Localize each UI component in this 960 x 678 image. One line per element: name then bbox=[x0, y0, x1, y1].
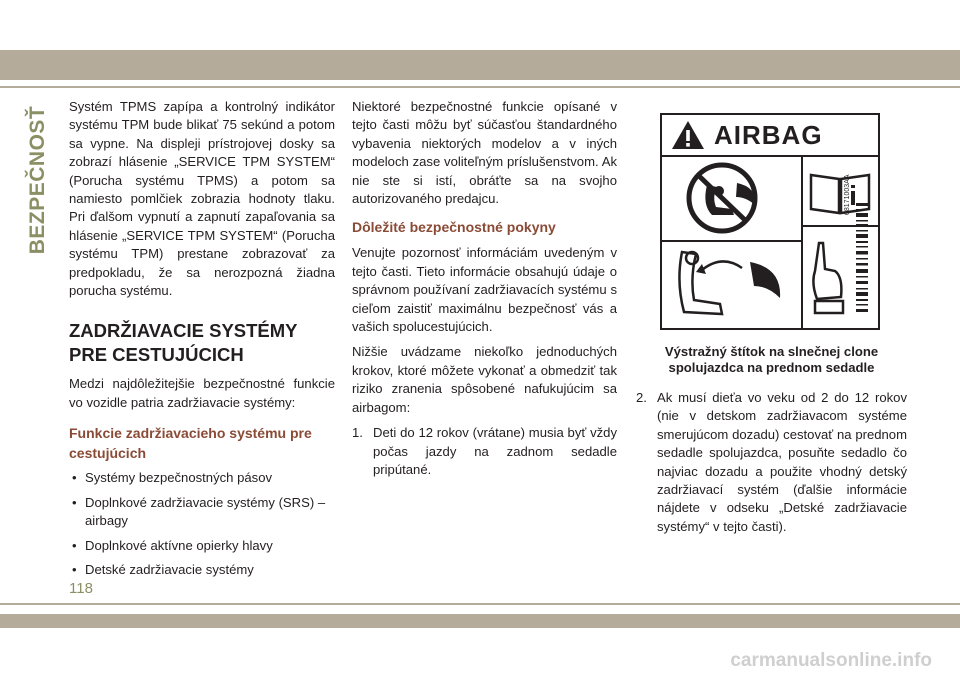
optional-features-paragraph: Niektoré bezpečnostné funkcie opísané v tejto časti môžu byť súčasťou štandardného vybavenia niektorých modelov a v iných modeloch zase voliteľným príslušenstvom. Ak nie ste si istí, obráťte sa na svojho autorizovaného predajcu. bbox=[352, 99, 617, 207]
airbag-warning-label bbox=[660, 113, 880, 330]
bullet-mark: • bbox=[72, 561, 77, 577]
subheading-safety-instructions: Dôležité bezpečnostné pokyny bbox=[352, 219, 556, 236]
restraint-list bbox=[69, 469, 335, 579]
header-band bbox=[0, 50, 960, 80]
section-label: BEZPEČNOSŤ bbox=[26, 105, 49, 255]
subheading-line-2: cestujúcich bbox=[69, 445, 147, 462]
footer-rule bbox=[0, 603, 960, 605]
figure-caption bbox=[636, 344, 907, 376]
column-1 bbox=[69, 98, 335, 585]
section-heading bbox=[69, 319, 335, 367]
label-left-panel bbox=[662, 157, 803, 328]
header-rule bbox=[0, 86, 960, 88]
footer-watermark bbox=[0, 650, 960, 672]
no-rear-facing-child-seat-icon bbox=[662, 157, 801, 240]
bullet-mark: • bbox=[72, 537, 77, 553]
list-item bbox=[69, 494, 335, 531]
numbered-item-1 bbox=[352, 424, 617, 479]
list-item-text: Doplnkové zadržiavacie systémy (SRS) – airbagy bbox=[85, 494, 326, 529]
item-number: 1. bbox=[352, 425, 363, 441]
subheading-line-1: Funkcie zadržiavacieho systému pre bbox=[69, 425, 312, 442]
list-item bbox=[69, 561, 335, 579]
footer-band bbox=[0, 614, 960, 628]
subheading-restraint-functions bbox=[69, 423, 335, 463]
item-number: 2. bbox=[636, 390, 647, 405]
bullet-mark: • bbox=[72, 470, 77, 486]
caption-line-2: spolujazdca na prednom sedadle bbox=[668, 360, 875, 375]
child-age-hand-icon bbox=[803, 227, 853, 328]
steps-paragraph: Nižšie uvádzame niekoľko jednoduchých krokov, ktoré môžete vykonať a obmedziť tak riziko zranenia spôsobené nafukujúcim sa airbagom: bbox=[352, 344, 617, 415]
seat-airbag-deploy-icon bbox=[662, 242, 801, 328]
caption-line-1: Výstražný štítok na slnečnej clone bbox=[664, 344, 879, 359]
tpms-paragraph: Systém TPMS zapípa a kontrolný indikátor systému TPM bude blikať 75 sekúnd a potom sa vypne. Na displeji prístrojovej dosky sa zobrazí hlásenie „SERVICE TPM SYSTEM“ (Porucha systému TPMS) a potom sa namiesto pomlčiek zobrazia hodnoty tlaku. Pri ďalšom vypnutí a zapnutí zapaľovania sa hlásenie „SERVICE TPM SYSTEM“ (Porucha systému TPM) prestane zobrazovať za predpokladu, že sa nerozpozná žiadna porucha systému. bbox=[69, 99, 335, 299]
section-heading-line-2: PRE CESTUJÚCICH bbox=[69, 344, 244, 366]
column-2 bbox=[352, 98, 617, 479]
footer-site-text: carmanualsonline.info bbox=[730, 650, 932, 671]
list-item-text: Detské zadržiavacie systémy bbox=[85, 561, 254, 577]
label-header bbox=[662, 115, 878, 157]
column-3 bbox=[636, 389, 907, 536]
numbered-item-2 bbox=[636, 389, 907, 536]
label-airbag-word: AIRBAG bbox=[714, 120, 823, 150]
warning-triangle-icon bbox=[671, 120, 705, 150]
section-tab bbox=[26, 100, 50, 260]
bullet-mark: • bbox=[72, 494, 77, 510]
list-item-text: Doplnkové aktívne opierky hlavy bbox=[85, 537, 273, 553]
page-number: 118 bbox=[69, 580, 93, 597]
list-item bbox=[69, 469, 335, 487]
label-barcode bbox=[856, 203, 868, 313]
list-item bbox=[69, 537, 335, 555]
label-part-number: 68171003AA bbox=[844, 174, 851, 215]
attention-paragraph: Venujte pozornosť informáciám uvedeným v tejto časti. Tieto informácie obsahujú údaje o správnom používaní zadržiavacích systému s cieľom zaistiť maximálnu bezpečnosť vás a vašich spolucestujúcich. bbox=[352, 245, 617, 335]
section-heading-line-1: ZADRŽIAVACIE SYSTÉMY bbox=[69, 320, 298, 342]
restraints-intro: Medzi najdôležitejšie bezpečnostné funkcie vo vozidle patria zadržiavacie systémy: bbox=[69, 376, 335, 410]
item-text: Ak musí dieťa vo veku od 2 do 12 rokov (nie v detskom zadržiavacom systéme smerujúcom dozadu) cestovať na prednom sedadle spolujazdca, posuňte sedadlo čo najviac dozadu a použite vhodný detský zadržiavací systém (ďalšie informácie nájdete v odseku „Detské zadržiavacie systémy“ v tejto časti). bbox=[657, 390, 907, 534]
item-text: Deti do 12 rokov (vrátane) musia byť vždy počas jazdy na zadnom sedadle pripútané. bbox=[373, 425, 617, 477]
list-item-text: Systémy bezpečnostných pásov bbox=[85, 470, 273, 486]
